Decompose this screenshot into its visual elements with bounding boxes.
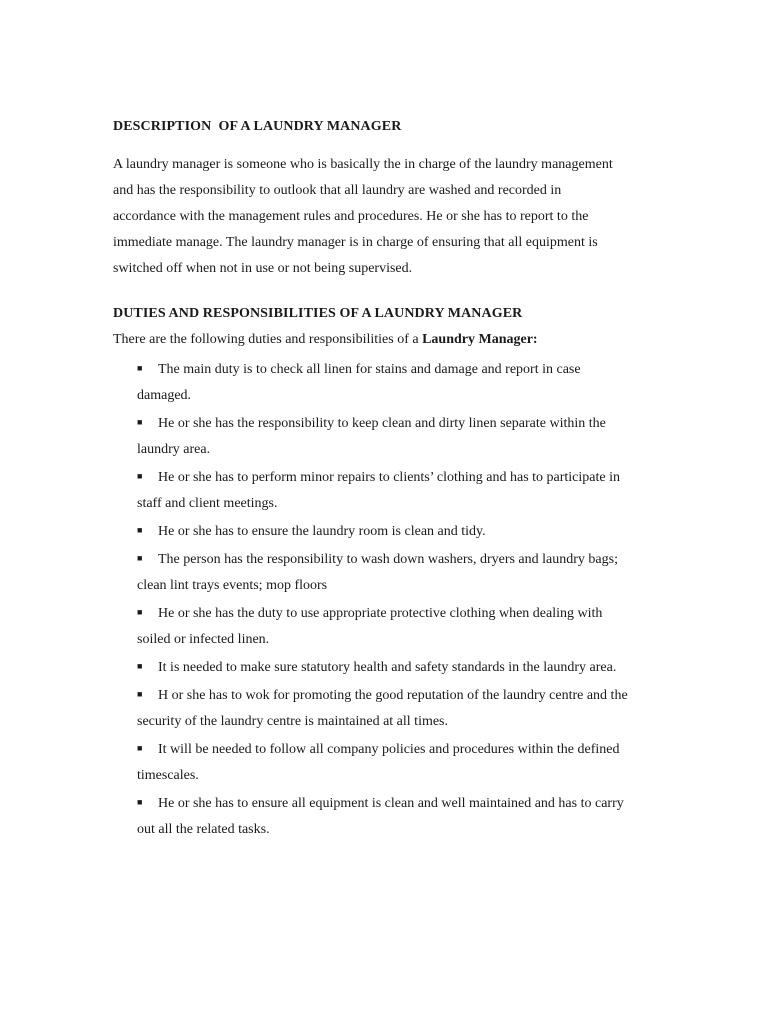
- square-bullet-icon: ■: [137, 689, 143, 699]
- list-item: [137, 409, 667, 463]
- list-item-text: soiled or infected linen.: [137, 632, 270, 647]
- list-item: [137, 599, 667, 653]
- list-item-text: He or she has to ensure all equipment is clean and well maintained and has to carry: [158, 796, 624, 811]
- list-item-text: damaged.: [137, 388, 192, 403]
- list-item-text: The main duty is to check all linen for stains and damage and report in case: [158, 362, 581, 377]
- square-bullet-icon: ■: [137, 553, 143, 563]
- list-item-text: H or she has to wok for promoting the good reputation of the laundry centre and the: [158, 688, 628, 703]
- square-bullet-icon: ■: [137, 417, 143, 427]
- list-item-text: clean lint trays events; mop floors: [137, 578, 328, 593]
- intro-line: immediate manage. The laundry manager is in charge of ensuring that all equipment is: [113, 235, 598, 250]
- intro-line: accordance with the management rules and procedures. He or she has to report to the: [113, 209, 589, 224]
- lead-bold-term: Laundry Manager:: [422, 332, 538, 347]
- intro-line: and has the responsibility to outlook that all laundry are washed and recorded in: [113, 183, 562, 198]
- list-item: [137, 681, 667, 735]
- square-bullet-icon: ■: [137, 471, 143, 481]
- section-heading-description: DESCRIPTION OF A LAUNDRY MANAGER: [113, 119, 402, 134]
- section-heading-duties: DUTIES AND RESPONSIBILITIES OF A LAUNDRY MANAGER: [113, 306, 523, 321]
- list-item: [137, 545, 667, 599]
- list-item-text: He or she has to ensure the laundry room is clean and tidy.: [158, 524, 486, 539]
- square-bullet-icon: ■: [137, 363, 143, 373]
- list-item: [137, 653, 667, 681]
- intro-line: A laundry manager is someone who is basically the in charge of the laundry management: [113, 157, 613, 172]
- list-item: [137, 355, 667, 409]
- square-bullet-icon: ■: [137, 743, 143, 753]
- list-item-text: security of the laundry centre is maintained at all times.: [137, 714, 449, 729]
- list-item-text: staff and client meetings.: [137, 496, 278, 511]
- list-item: [137, 789, 667, 843]
- list-item: [137, 463, 667, 517]
- list-item-text: It will be needed to follow all company policies and procedures within the defined: [158, 742, 620, 757]
- list-item-text: It is needed to make sure statutory health and safety standards in the laundry area.: [158, 660, 617, 675]
- square-bullet-icon: ■: [137, 797, 143, 807]
- square-bullet-icon: ■: [137, 607, 143, 617]
- list-item: [137, 735, 667, 789]
- square-bullet-icon: ■: [137, 525, 143, 535]
- list-item-text: The person has the responsibility to wash down washers, dryers and laundry bags;: [158, 552, 618, 567]
- list-item-text: timescales.: [137, 768, 199, 783]
- intro-line: switched off when not in use or not being supervised.: [113, 261, 413, 276]
- list-item-text: laundry area.: [137, 442, 211, 457]
- list-item-text: He or she has the responsibility to keep clean and dirty linen separate within the: [158, 416, 606, 431]
- list-item: [137, 517, 667, 545]
- square-bullet-icon: ■: [137, 661, 143, 671]
- list-item-text: He or she has the duty to use appropriate protective clothing when dealing with: [158, 606, 603, 621]
- list-item-text: out all the related tasks.: [137, 822, 270, 837]
- list-item-text: He or she has to perform minor repairs to clients’ clothing and has to participate in: [158, 470, 620, 485]
- duties-lead-sentence: [113, 332, 538, 348]
- duties-list: [137, 355, 667, 843]
- intro-paragraph: [113, 152, 658, 282]
- lead-text: There are the following duties and responsibilities of a: [113, 332, 423, 347]
